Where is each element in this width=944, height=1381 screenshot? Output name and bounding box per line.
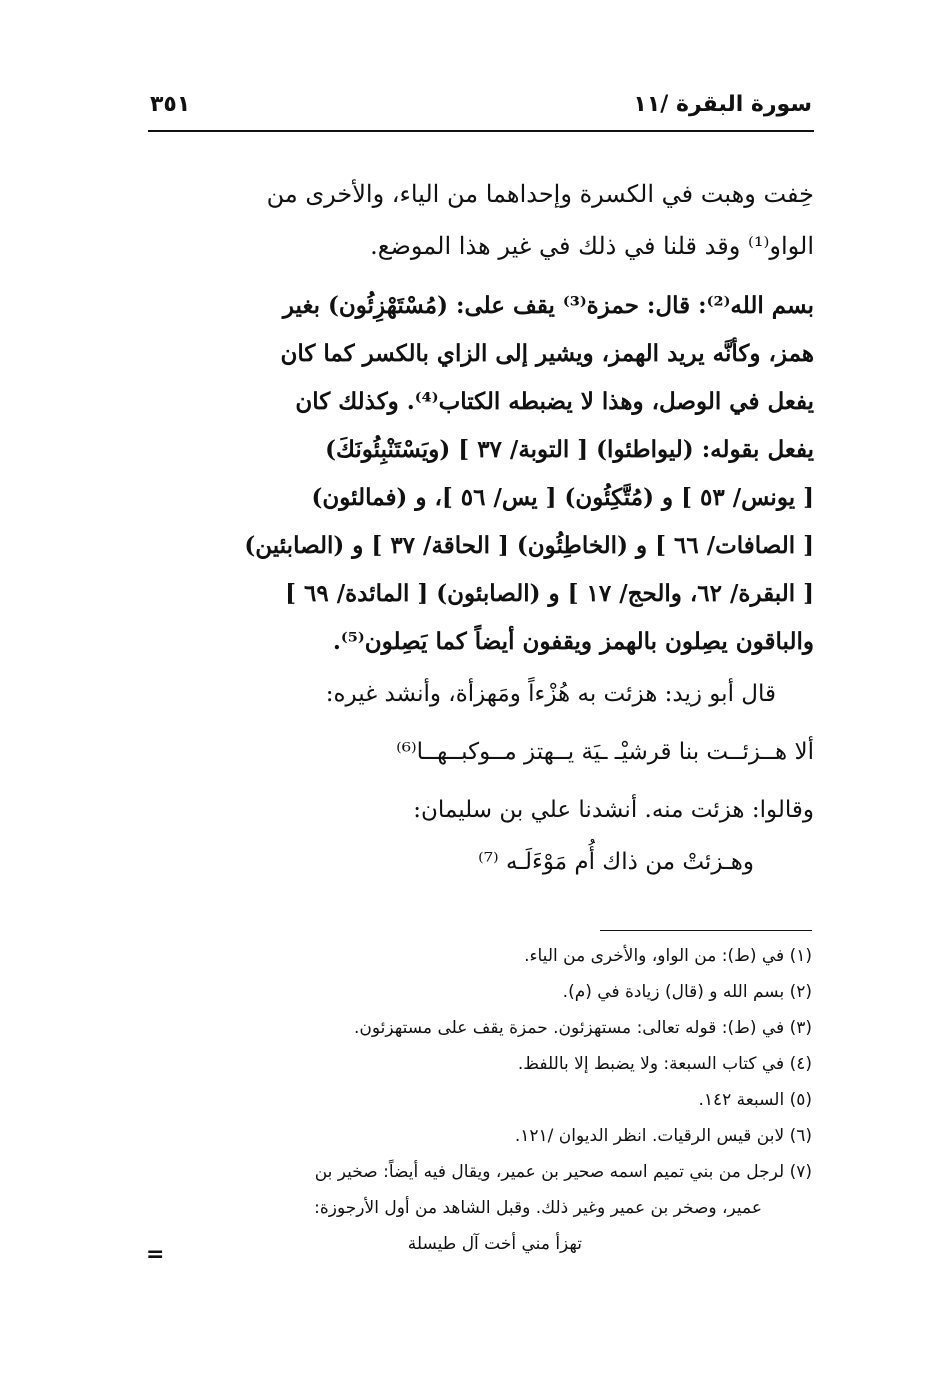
footnote-7-verse: تهزأ مني أخت آل طيسلة [407, 1234, 582, 1254]
verse-intro: قال أبو زيد: هزئت به هُزْءاً ومَهزأة، وأنشد غيره: [325, 681, 776, 707]
paragraph-1 [144, 168, 814, 272]
running-title: سورة البقرة /١١ [633, 92, 812, 117]
footnote-7-continued: عمير، وصخر بن عمير وغير ذلك. وقبل الشاهد من أول الأرجوزة: [314, 1198, 762, 1218]
footnote-rule [600, 930, 812, 931]
continuation-mark: = [146, 1242, 165, 1267]
paragraph-2 [144, 282, 814, 666]
header-rule [148, 130, 814, 132]
text-line: [ الصافات/ ٦٦ ] و (الخاطِئُون) [ الحاقة/ ٣٧ ] و (الصابئين) [244, 532, 814, 559]
poetry-verse-1: ألا هــزئــت بنا قرشيْـ ـيَة يــهتز مــوكبــهــا⁽⁶⁾ [396, 739, 814, 765]
text-line: يفعل في الوصل، وهذا لا يضبطه الكتاب⁽⁴⁾. وكذلك كان [295, 388, 814, 415]
footnote-7: (٧) لرجل من بني تميم اسمه صحير بن عمير، ويقال فيه أيضاً: صخير بن [314, 1162, 812, 1182]
text-line: [ يونس/ ٥٣ ] و (مُتَّكِئُون) [ يس/ ٥٦ ]، و (فمالئون) [311, 484, 814, 511]
text-line: والباقون يصِلون بالهمز ويقفون أيضاً كما يَصِلون⁽⁵⁾. [332, 628, 814, 655]
footnote-5: (٥) السبعة ١٤٢. [698, 1090, 812, 1110]
footnote-2: (٢) بسم الله و (قال) زيادة في (م). [562, 982, 812, 1002]
footnote-4: (٤) في كتاب السبعة: ولا يضبط إلا باللفظ. [517, 1054, 812, 1074]
verse-intro-2: وقالوا: هزئت منه. أنشدنا علي بن سليمان: [413, 797, 814, 823]
text-line: خِفت وهبت في الكسرة وإحداهما من الياء، والأخرى من [266, 180, 814, 208]
text-line: همز، وكأنَّه يريد الهمز، ويشير إلى الزاي بالكسر كما كان [280, 340, 814, 367]
text-line: بسم الله⁽²⁾: قال: حمزة⁽³⁾ يقف على: (مُسْتَهْزِئُون) بغير [282, 292, 814, 319]
footnote-6: (٦) لابن قيس الرقيات. انظر الديوان /١٢١. [514, 1126, 812, 1146]
poetry-verse-2: وهـزئتْ من ذاك أُم مَوْءَلَـه ⁽⁷⁾ [478, 849, 754, 875]
text-line: [ البقرة/ ٦٢، والحج/ ١٧ ] و (الصابئون) [ المائدة/ ٦٩ ] [285, 580, 814, 607]
footnotes [140, 938, 812, 1262]
text-line: يفعل بقوله: (ليواطئوا) [ التوبة/ ٣٧ ] (ويَسْتَنْبِئُونَكَ) [325, 436, 814, 463]
footnote-1: (١) في (ط): من الواو، والأخرى من الياء. [524, 946, 812, 966]
footnote-3: (٣) في (ط): قوله تعالى: مستهزئون. حمزة يقف على مستهزئون. [354, 1018, 812, 1038]
page-header [150, 92, 812, 128]
page-number: ٣٥١ [150, 92, 191, 117]
text-line: الواو⁽¹⁾ وقد قلنا في ذلك في غير هذا الموضع. [370, 232, 814, 260]
